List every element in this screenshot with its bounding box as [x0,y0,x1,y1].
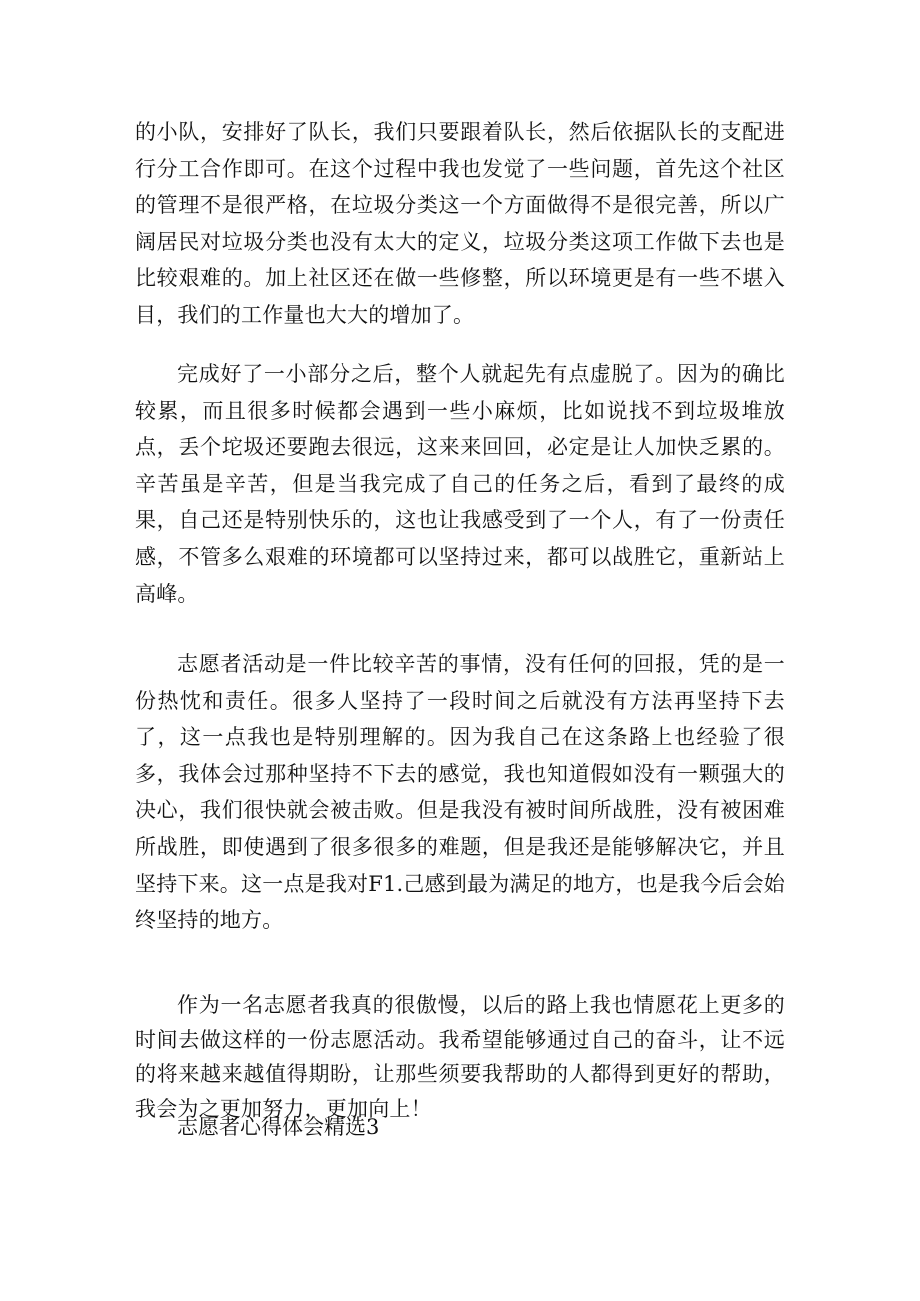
section-heading: 志愿者心得体会精选3 [177,1115,380,1139]
paragraph-1: 的小队，安排好了队长，我们只要跟着队长，然后依据队长的支配进行分工合作即可。在这个过程中我也发觉了一些问题，首先这个社区的管理不是很严格，在垃圾分类这一个方面做得不是很完善，所以广阔居民对垃圾分类也没有太大的定义，垃圾分类这项工作做下去也是比较艰难的。加上社区还在做一些修整，所以环境更是有一些不堪入目，我们的工作量也大大的增加了。 [135,120,785,327]
paragraph-4: 作为一名志愿者我真的很傲慢，以后的路上我也情愿花上更多的时间去做这样的一份志愿活动。我希望能够通过自己的奋斗，让不远的将来越来越值得期盼，让那些须要我帮助的人都得到更好的帮助，我会为之更加努力，更加向上！ [135,993,785,1121]
paragraph-3: 志愿者活动是一件比较辛苦的事情，没有任何的回报，凭的是一份热忱和责任。很多人坚持了一段时间之后就没有方法再坚持下去了，这一点我也是特别理解的。因为我自己在这条路上也经验了很多，我体会过那种坚持不下去的感觉，我也知道假如没有一颗强大的决心，我们很快就会被击败。但是我没有被时间所战胜，没有被困难所战胜，即使遇到了很多很多的难题，但是我还是能够解决它，并且坚持下来。这一点是我对F1.己感到最为满足的地方，也是我今后会始终坚持的地方。 [135,652,786,933]
paragraph-2: 完成好了一小部分之后，整个人就起先有点虚脱了。因为的确比较累，而且很多时候都会遇到一些小麻烦，比如说找不到垃圾堆放点，丢个坨圾还要跑去很远，这来来回回，必定是让人加快乏累的。辛苦虽是辛苦，但是当我完成了自己的任务之后，看到了最终的成果，自己还是特别快乐的，这也让我感受到了一个人，有了一份责任感，不管多么艰难的环境都可以坚持过来，都可以战胜它，重新站上高峰。 [135,362,785,606]
